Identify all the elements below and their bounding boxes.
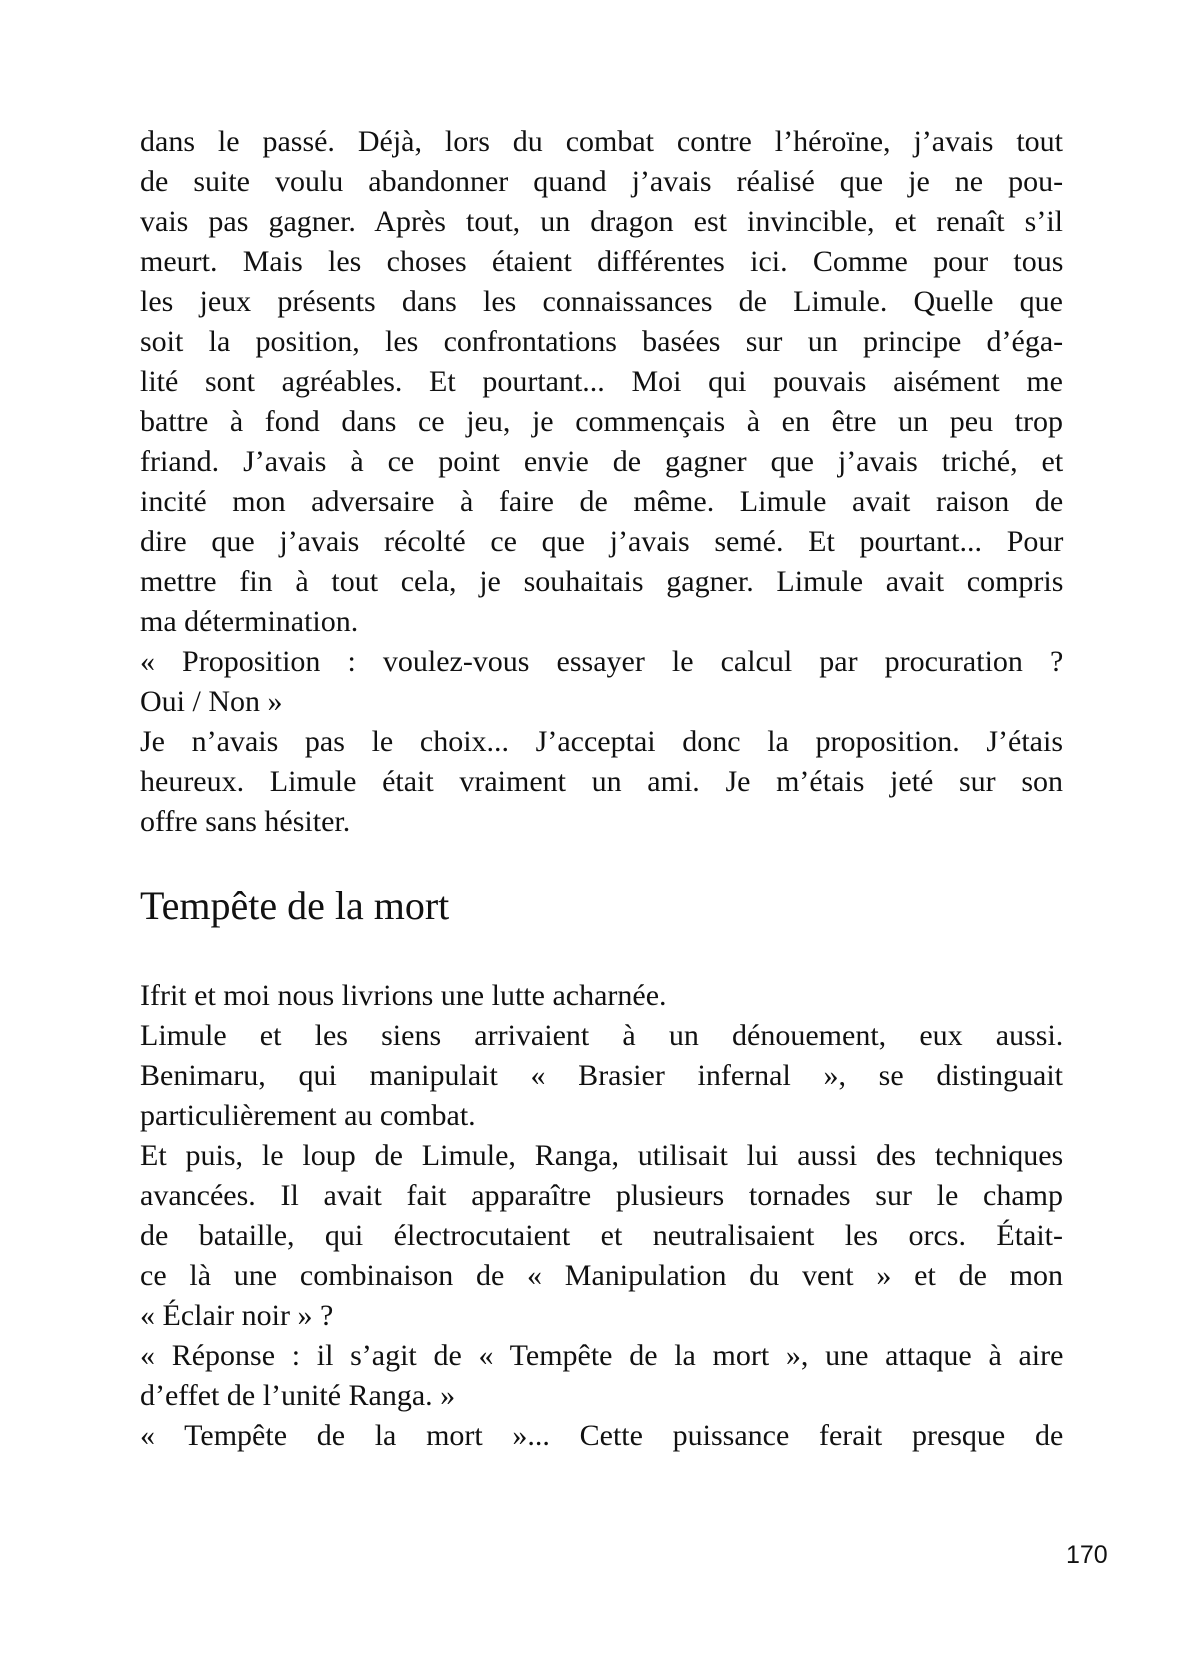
text-line: meurt. Mais les choses étaient différentes ici. Comme pour tous	[140, 245, 1064, 278]
text-line: « Proposition : voulez-vous essayer le calcul par procuration ?	[140, 645, 1064, 678]
text-line: mettre fin à tout cela, je souhaitais gagner. Limule avait compris	[140, 565, 1064, 598]
text-line: Ifrit et moi nous livrions une lutte acharnée.	[140, 979, 667, 1012]
text-line: heureux. Limule était vraiment un ami. Je m’étais jeté sur son	[140, 765, 1063, 798]
text-line: ma détermination.	[140, 605, 359, 638]
text-line: ce là une combinaison de « Manipulation du vent » et de mon	[140, 1259, 1063, 1292]
text-line: d’effet de l’unité Ranga. »	[140, 1379, 456, 1412]
text-line: friand. J’avais à ce point envie de gagner que j’avais triché, et	[140, 445, 1064, 478]
text-line: Oui / Non »	[140, 685, 283, 718]
body-text-section-1	[140, 122, 1063, 842]
text-line: Limule et les siens arrivaient à un dénouement, eux aussi.	[140, 1019, 1064, 1052]
text-line: battre à fond dans ce jeu, je commençais à en être un peu trop	[140, 405, 1063, 438]
text-line: Et puis, le loup de Limule, Ranga, utilisait lui aussi des techniques	[140, 1139, 1064, 1172]
text-line: « Éclair noir » ?	[140, 1299, 334, 1332]
body-text-section-2	[140, 976, 1063, 1456]
text-line: les jeux présents dans les connaissances de Limule. Quelle que	[140, 285, 1063, 318]
text-line: avancées. Il avait fait apparaître plusieurs tornades sur le champ	[140, 1179, 1064, 1212]
text-line: Benimaru, qui manipulait « Brasier infernal », se distinguait	[140, 1059, 1063, 1092]
text-line: « Réponse : il s’agit de « Tempête de la mort », une attaque à aire	[140, 1339, 1064, 1372]
text-line: lité sont agréables. Et pourtant... Moi qui pouvais aisément me	[140, 365, 1063, 398]
text-line: « Tempête de la mort »... Cette puissance ferait presque de	[140, 1419, 1064, 1452]
text-line: soit la position, les confrontations basées sur un principe d’éga-	[140, 325, 1064, 358]
text-line: dire que j’avais récolté ce que j’avais semé. Et pourtant... Pour	[140, 525, 1064, 558]
text-line: de bataille, qui électrocutaient et neutralisaient les orcs. Était-	[140, 1219, 1063, 1252]
page-number: 170	[1066, 1541, 1108, 1569]
text-line: Je n’avais pas le choix... J’acceptai donc la proposition. J’étais	[140, 725, 1063, 758]
text-line: incité mon adversaire à faire de même. Limule avait raison de	[140, 485, 1064, 518]
text-line: particulièrement au combat.	[140, 1099, 476, 1132]
text-line: vais pas gagner. Après tout, un dragon est invincible, et renaît s’il	[140, 205, 1063, 238]
text-line: offre sans hésiter.	[140, 805, 351, 838]
text-line: de suite voulu abandonner quand j’avais réalisé que je ne pou-	[140, 165, 1064, 198]
section-heading: Tempête de la mort	[140, 883, 450, 928]
text-line: dans le passé. Déjà, lors du combat contre l’héroïne, j’avais tout	[140, 125, 1063, 158]
